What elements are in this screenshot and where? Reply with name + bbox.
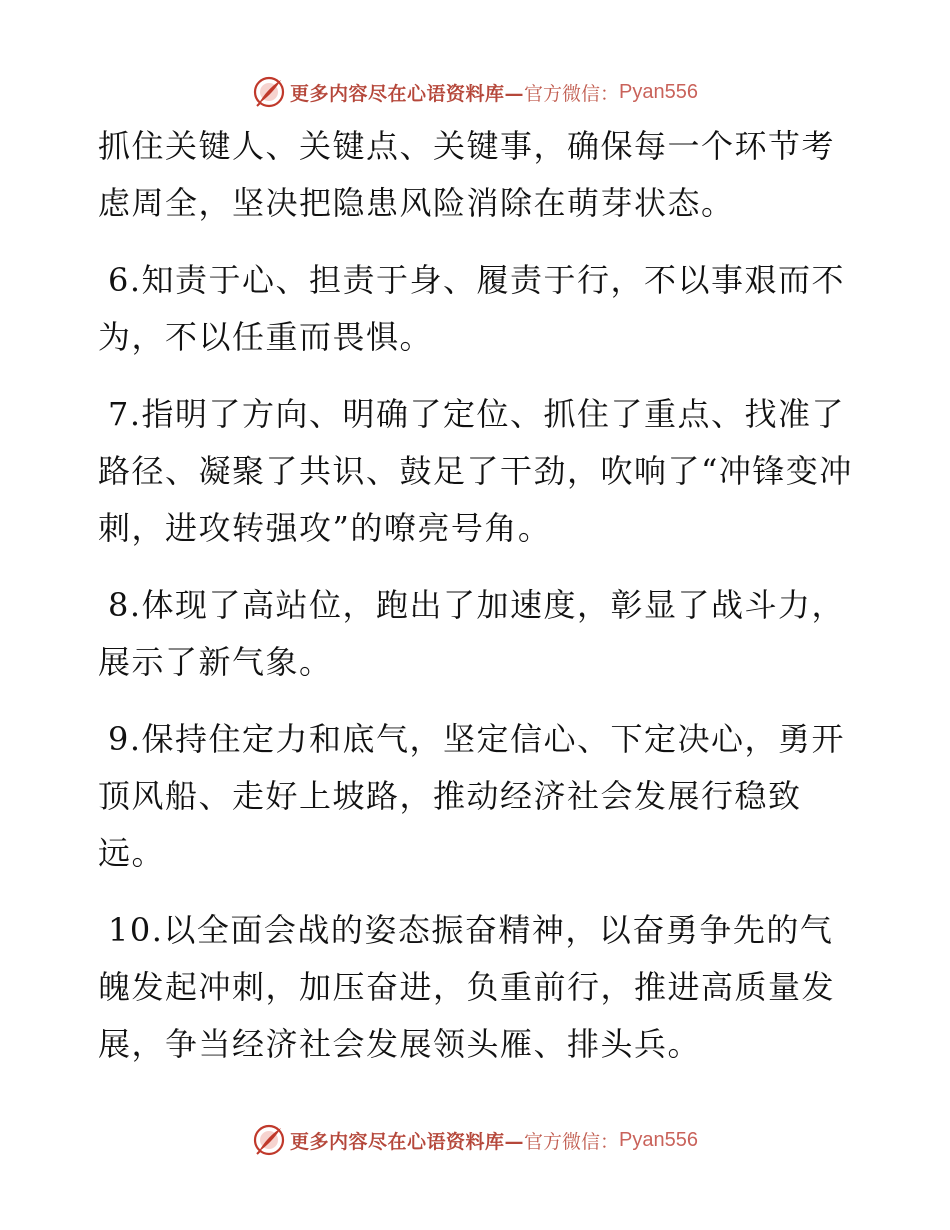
watermark-text: 更多内容尽在心语资料库—	[290, 1130, 525, 1153]
watermark-wechat-id: Pyan556	[619, 1128, 698, 1151]
paragraph-item-6: 6.知责于心、担责于身、履责于行，不以事艰而不为，不以任重而畏惧。	[98, 261, 846, 356]
footer-watermark	[0, 1120, 950, 1160]
feather-pen-icon	[252, 75, 286, 109]
header-watermark	[0, 72, 950, 112]
watermark-text: 更多内容尽在心语资料库—	[290, 82, 525, 105]
watermark-wechat-label: 官方微信：	[524, 1130, 620, 1153]
body-text	[98, 118, 858, 1093]
watermark-wechat-id: Pyan556	[619, 80, 698, 103]
paragraph-item-7: 7.指明了方向、明确了定位、抓住了重点、找准了路径、凝聚了共识、鼓足了干劲，吹响了“冲锋变冲刺，进攻转强攻”的嘹亮号角。	[98, 395, 853, 547]
paragraph-item-8: 8.体现了高站位，跑出了加速度，彰显了战斗力，展示了新气象。	[98, 586, 846, 681]
paragraph-item-9: 9.保持住定力和底气，坚定信心、下定决心，勇开顶风船、走好上坡路，推动经济社会发展行稳致远。	[98, 720, 846, 872]
watermark-wechat-label: 官方微信：	[524, 82, 620, 105]
paragraph: 抓住关键人、关键点、关键事，确保每一个环节考虑周全，坚决把隐患风险消除在萌芽状态。	[98, 127, 836, 222]
feather-pen-icon	[252, 1123, 286, 1157]
paragraph-item-10: 10.以全面会战的姿态振奋精神，以奋勇争先的气魄发起冲刺，加压奋进，负重前行，推进高质量发展，争当经济社会发展领头雁、排头兵。	[98, 911, 836, 1063]
